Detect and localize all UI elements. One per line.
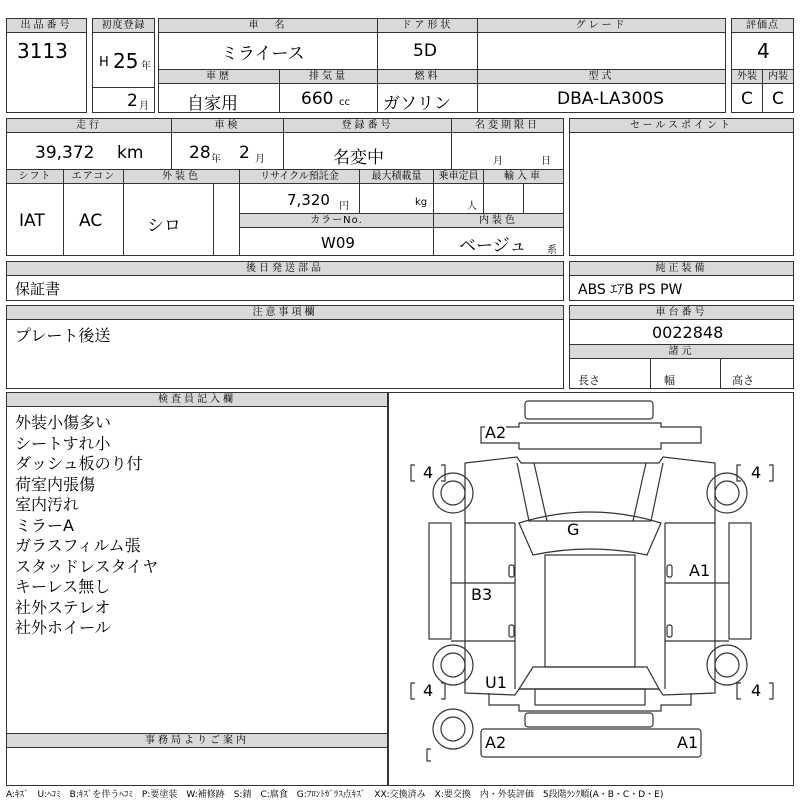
year-unit: 年 (141, 61, 151, 72)
inspector-remarks (15, 413, 158, 639)
interior-grade-value: C (772, 89, 784, 109)
score-value: 4 (757, 39, 770, 63)
month-unit: 月 (139, 101, 149, 112)
tire-rear-left (433, 645, 473, 685)
remark-line: ミラーA (15, 515, 74, 535)
parts-box (6, 261, 564, 301)
inspection-year-unit: 年 (211, 154, 221, 165)
mark-rear-bumper-left: A2 (485, 733, 507, 752)
chassis-label: 車台番号 (570, 306, 793, 320)
specs-label: 諸元 (570, 345, 793, 359)
divider (720, 358, 721, 388)
name-value: ミライース (221, 44, 305, 64)
shift-value: IAT (19, 211, 45, 231)
remark-line: 室内汚れ (15, 495, 80, 514)
model-value: DBA-LA300S (557, 89, 664, 109)
inspector-box (6, 392, 388, 786)
notes-box (6, 305, 564, 389)
remark-line: 荷室内張傷 (15, 474, 96, 494)
displacement-label: 排気量 (279, 70, 377, 84)
color-value: シロ (147, 216, 181, 236)
era-value: H (99, 55, 109, 70)
divider (171, 119, 172, 169)
parts-value: 保証書 (15, 280, 61, 298)
divider (283, 119, 284, 169)
remark-line: 外装小傷多い (15, 413, 112, 432)
mark-glass: G (567, 520, 580, 539)
remark-line: 社外ステレオ (15, 597, 111, 617)
front-bumper (525, 401, 653, 419)
tire-rear-right (707, 645, 747, 685)
tire-front-left (433, 473, 473, 513)
remark-line: 社外ホイール (15, 618, 111, 637)
month-value: 2 (127, 91, 138, 111)
divider (483, 170, 484, 213)
divider (377, 19, 378, 112)
rear-window (519, 667, 659, 689)
chassis-value: 0022848 (652, 323, 724, 342)
remark-line: ガラスフィルム張 (15, 536, 141, 555)
first-registration-label: 初度登録 (93, 19, 154, 33)
sales-point-label: セールスポイント (570, 119, 793, 133)
first-registration-box (92, 18, 155, 113)
ac-label: エアコン (63, 170, 123, 184)
damage-diagram-box (388, 392, 794, 786)
divider (63, 170, 64, 255)
divider (93, 87, 154, 88)
mark-rear-left: U1 (485, 673, 507, 692)
displacement-value: 660 (301, 89, 334, 109)
remark-line: キーレス無し (15, 577, 111, 596)
mark-rear-right-tire: 4 (751, 681, 762, 700)
recycle-value: 7,320 (287, 191, 330, 209)
lot-number-value: 3113 (17, 39, 68, 63)
notes-label: 注意事項欄 (7, 306, 563, 320)
roof (545, 555, 635, 667)
tire-front-right (707, 473, 747, 513)
color-no-label: カラーNo. (240, 214, 433, 228)
recycle-label: リサイクル預託金 (239, 170, 359, 184)
color-label: 外装色 (123, 170, 239, 184)
plate-label: 登録番号 (283, 119, 451, 133)
recycle-unit: 円 (339, 201, 349, 212)
inspection-year: 28 (189, 143, 211, 163)
deadline-day-unit: 日 (541, 156, 551, 167)
inspection-month: 2 (239, 143, 250, 163)
lot-number-box (6, 18, 87, 113)
mark-front-bumper: A2 (485, 423, 507, 442)
vehicle-info-box (6, 118, 564, 256)
deadline-label: 名変期限日 (451, 119, 563, 133)
inspection-label: 車検 (171, 119, 283, 133)
door-value: 5D (413, 41, 437, 61)
chassis-box (569, 305, 794, 389)
capacity-unit: 人 (467, 201, 477, 212)
rear-panel (489, 693, 691, 711)
fuel-value: ガソリン (383, 94, 451, 114)
rear-bumper (525, 713, 653, 727)
office-label: 事務局よりご案内 (7, 734, 387, 748)
remark-line: スタッドレスタイヤ (15, 556, 159, 576)
windshield (519, 512, 661, 555)
year-value: 25 (113, 49, 139, 73)
shift-label: シフト (7, 170, 63, 184)
grade-label: グレード (477, 19, 725, 33)
mileage-unit: km (117, 143, 144, 163)
rear-floor (481, 729, 701, 757)
mark-front-right-tire: 4 (751, 463, 762, 482)
right-side (729, 523, 751, 639)
load-label: 最大積載量 (359, 170, 433, 184)
mark-rear-bumper-right: A1 (677, 733, 699, 752)
mileage-label: 走行 (7, 119, 171, 133)
mark-rear-left-tire: 4 (423, 681, 434, 700)
mark-front-left-tire: 4 (423, 463, 434, 482)
left-side (429, 523, 451, 639)
exterior-grade-label: 外装 (732, 70, 762, 84)
notes-value: プレート後送 (15, 326, 111, 345)
load-unit: kg (415, 197, 428, 208)
model-label: 型式 (477, 70, 725, 84)
car-diagram (389, 393, 795, 787)
body-outline (465, 457, 715, 695)
rear-hatch (535, 689, 645, 705)
interior-color-unit: 系 (547, 245, 557, 256)
history-label: 車歴 (159, 70, 279, 84)
divider (762, 69, 763, 112)
interior-color-label: 内装色 (433, 214, 563, 228)
mark-right-door: A1 (689, 561, 711, 580)
exterior-grade-value: C (741, 89, 753, 109)
spec-height: 高さ (732, 374, 754, 387)
door-label: ドア形状 (377, 19, 477, 33)
legend: A:ｷｽﾞ U:ﾍｺﾐ B:ｷｽﾞを伴うﾍｺﾐ P:要塗装 W:補修跡 S:錆 C:腐食 G:ﾌﾛﾝﾄｶﾞﾗｽ点ｷｽﾞ XX:交換済み X:要交換 内・外装評価 5段階ﾗﾝｸ順(A・B・C・D・E) (6, 790, 664, 800)
inspector-label: 検査員記入欄 (7, 393, 387, 407)
interior-grade-label: 内装 (762, 70, 793, 84)
spare-tire (433, 709, 473, 749)
capacity-label: 乗車定員 (433, 170, 483, 184)
equipment-label: 純正装備 (570, 262, 793, 276)
spec-width: 幅 (664, 374, 675, 387)
equipment-value: ABS ｴｱB PS PW (578, 282, 683, 298)
deadline-month-unit: 月 (493, 156, 503, 167)
parts-label: 後日発送部品 (7, 262, 563, 276)
score-box (731, 18, 794, 113)
displacement-unit: cc (339, 97, 350, 108)
spec-length: 長さ (578, 374, 600, 387)
inspection-month-unit: 月 (255, 154, 265, 165)
divider (650, 358, 651, 388)
divider (279, 69, 280, 112)
plate-value: 名変中 (333, 148, 384, 168)
name-box (158, 18, 726, 113)
divider (477, 19, 478, 112)
remark-line: ダッシュ板のり付 (15, 454, 143, 473)
divider (213, 183, 214, 255)
ac-value: AC (79, 211, 103, 231)
color-no-value: W09 (321, 234, 355, 252)
front-panel (481, 423, 701, 449)
score-label: 評価点 (732, 19, 793, 33)
import-label: 輸入車 (483, 170, 563, 184)
divider (451, 119, 452, 169)
divider (123, 170, 124, 255)
fuel-label: 燃料 (377, 70, 477, 84)
name-label: 車 名 (159, 19, 377, 33)
remark-line: シートすれ小 (15, 433, 111, 453)
history-value: 自家用 (187, 94, 238, 114)
mark-left-door: B3 (471, 585, 493, 604)
divider (523, 183, 524, 213)
mileage-value: 39,372 (35, 143, 95, 163)
lot-number-label: 出品番号 (7, 19, 86, 33)
equipment-box (569, 261, 794, 301)
interior-color-value: ベージュ (459, 236, 527, 256)
divider (359, 170, 360, 213)
sales-point-box (569, 118, 794, 256)
